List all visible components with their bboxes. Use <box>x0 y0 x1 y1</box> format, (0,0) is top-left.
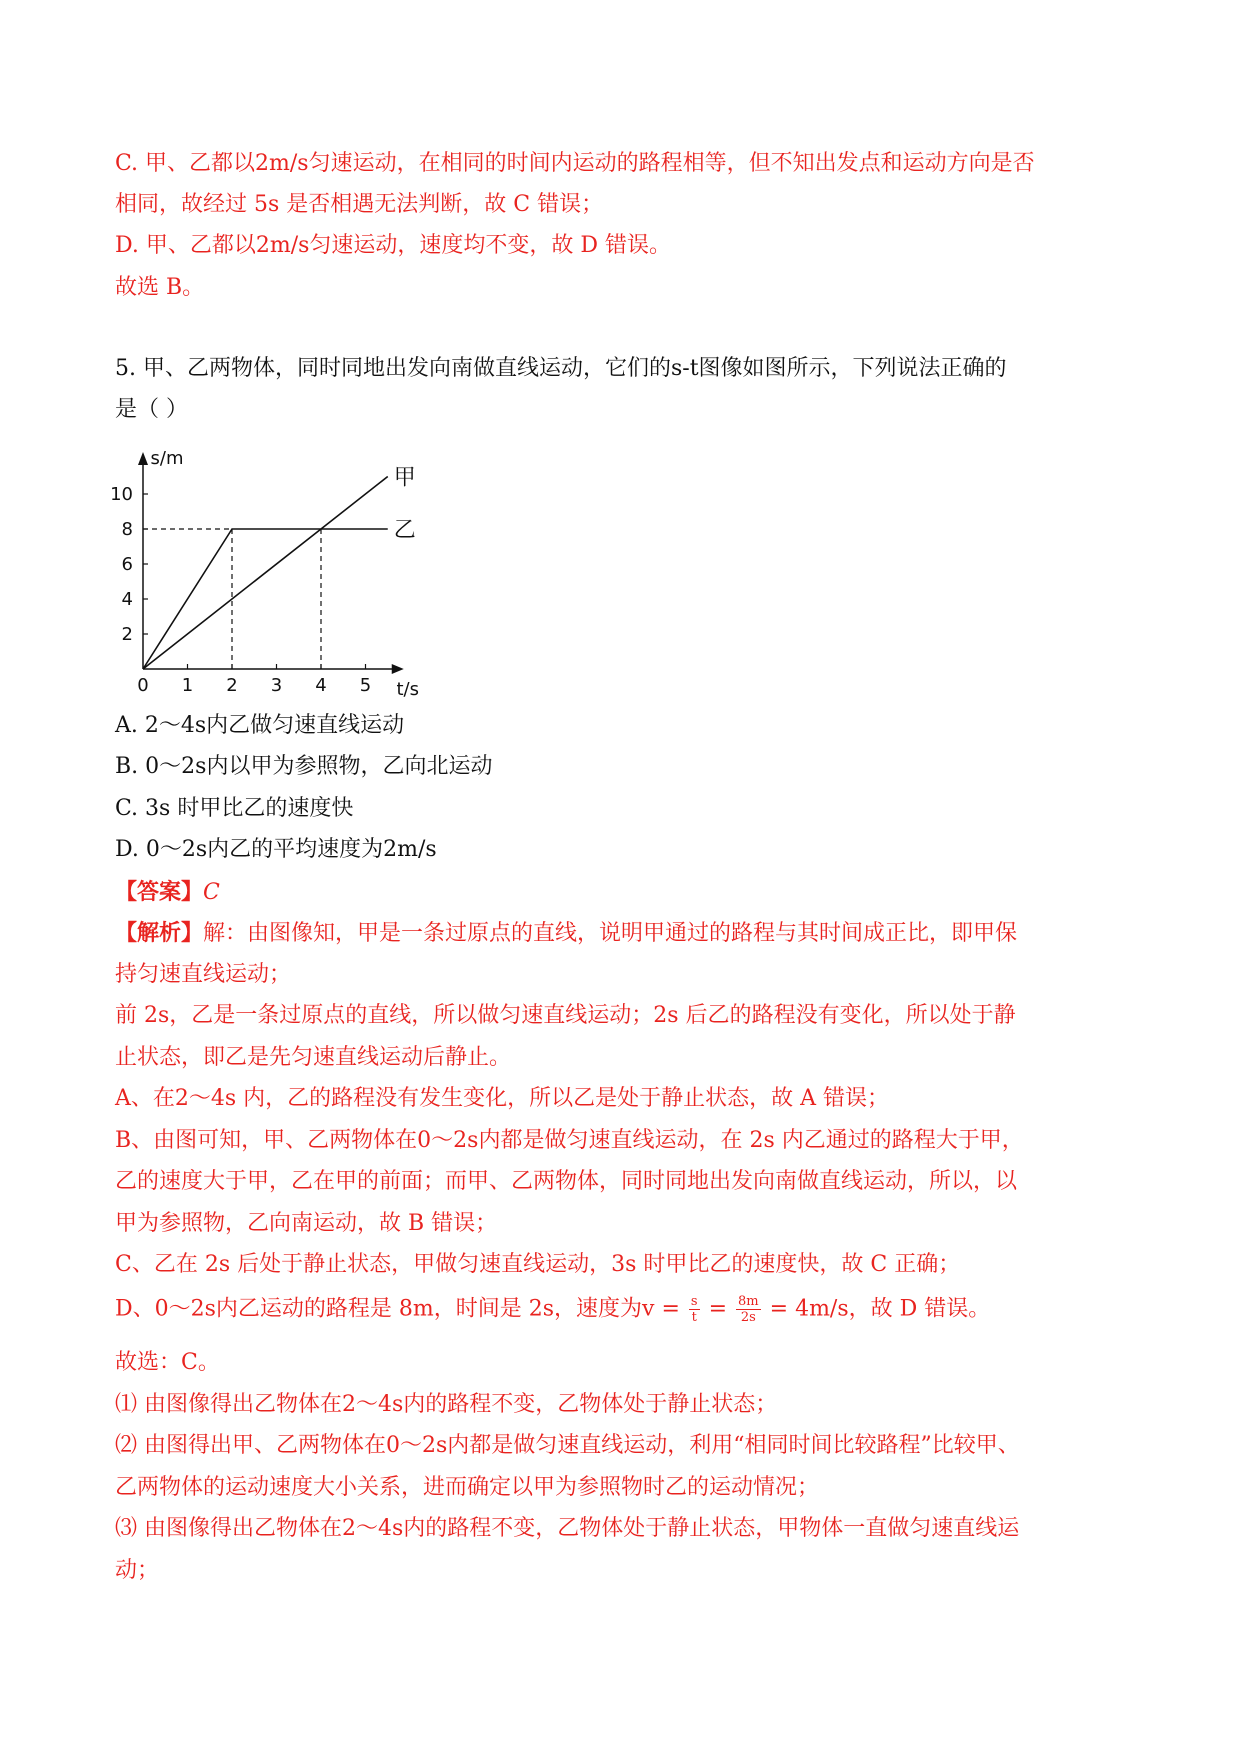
note-3-line2: 动； <box>115 1558 160 1583</box>
answer-value: C <box>203 880 220 905</box>
series-label-jia: 甲 <box>393 465 416 491</box>
question-5-stem-line2: 是（ ） <box>115 397 188 422</box>
analysis-text-1: 解：由图像知，甲是一条过原点的直线，说明甲通过的路程与其时间成正比，即甲保 <box>203 921 1018 946</box>
series-line-jia <box>143 477 388 670</box>
note-2-line2: 乙两物体的运动速度大小关系，进而确定以甲为参照物时乙的运动情况； <box>115 1475 820 1500</box>
x-tick-label: 5 <box>359 675 372 696</box>
y-tick-label: 8 <box>121 519 133 540</box>
c-explanation-line2: 相同，故经过 5s 是否相遇无法判断，故 C 错误； <box>115 192 604 217</box>
y-tick-label: 6 <box>121 554 133 575</box>
answer-label: 【答案】 <box>115 879 204 905</box>
x-tick-label: 2 <box>226 675 238 696</box>
formula-equals: = <box>708 1296 728 1322</box>
analysis-option-b-line2: 乙的速度大于甲，乙在甲的前面；而甲、乙两物体，同时同地出发向南做直线运动，所以，以 <box>115 1169 1018 1194</box>
d-explanation: D. 甲、乙都以2m/s匀速运动，速度均不变，故 D 错误。 <box>115 233 672 258</box>
analysis-option-b-line3: 甲为参照物，乙向南运动，故 B 错误； <box>115 1211 498 1236</box>
previous-answer: 故选 B。 <box>115 275 205 300</box>
x-tick-label: 4 <box>315 675 327 696</box>
option-d: D. 0～2s内乙的平均速度为2m/s <box>115 837 437 862</box>
y-tick-label: 4 <box>121 589 133 610</box>
option-a: A. 2～4s内乙做匀速直线运动 <box>115 713 405 738</box>
option-c: C. 3s 时甲比乙的速度快 <box>115 796 354 821</box>
x-tick-label: 3 <box>270 675 283 696</box>
analysis-line2: 持匀速直线运动； <box>115 962 292 987</box>
analysis-d-result: = 4m/s，故 D 错误。 <box>769 1296 991 1322</box>
x-tick-label: 0 <box>137 675 149 696</box>
analysis-line1 <box>115 919 1017 948</box>
answer-line <box>115 878 220 907</box>
final-answer: 故选：C。 <box>115 1350 220 1375</box>
series-line-yi <box>143 529 388 669</box>
y-tick-label: 10 <box>110 484 133 505</box>
st-graph <box>100 440 430 702</box>
option-b: B. 0～2s内以甲为参照物，乙向北运动 <box>115 754 493 779</box>
note-3-line1: ⑶ 由图像得出乙物体在2～4s内的路程不变，乙物体处于静止状态，甲物体一直做匀速直线运 <box>115 1516 1020 1541</box>
analysis-d-text: D、0～2s内乙运动的路程是 8m，时间是 2s，速度为v = <box>115 1296 680 1322</box>
analysis-option-b-line1: B、由图可知，甲、乙两物体在0～2s内都是做匀速直线运动，在 2s 内乙通过的路程大于甲， <box>115 1128 1024 1153</box>
y-axis-arrow <box>138 452 148 465</box>
note-2-line1: ⑵ 由图得出甲、乙两物体在0～2s内都是做匀速直线运动，利用“相同时间比较路程”比较甲、 <box>115 1433 1020 1458</box>
formula-fraction-s-t: $\frac{s}{t}$ <box>690 1294 698 1325</box>
x-tick-label: 1 <box>181 675 194 696</box>
c-explanation-line1: C. 甲、乙都以2m/s匀速运动，在相同的时间内运动的路程相等，但不知出发点和运动方向是否 <box>115 151 1035 176</box>
y-axis-label: s/m <box>150 448 184 469</box>
analysis-option-a: A、在2～4s 内，乙的路程没有发生变化，所以乙是处于静止状态，故 A 错误； <box>115 1086 890 1111</box>
formula-fraction-values: $\frac{8m}{2s}$ <box>738 1294 759 1325</box>
analysis-line4: 止状态，即乙是先匀速直线运动后静止。 <box>115 1045 512 1070</box>
y-tick-label: 2 <box>121 624 133 645</box>
series-label-yi: 乙 <box>393 518 416 543</box>
analysis-line3: 前 2s，乙是一条过原点的直线，所以做匀速直线运动；2s 后乙的路程没有变化，所以处于静 <box>115 1003 1016 1028</box>
x-axis-arrow <box>392 664 404 674</box>
x-axis-label: t/s <box>396 679 419 700</box>
analysis-label: 【解析】 <box>115 920 204 946</box>
analysis-option-d <box>115 1294 990 1325</box>
note-1: ⑴ 由图像得出乙物体在2～4s内的路程不变，乙物体处于静止状态； <box>115 1392 778 1417</box>
analysis-option-c: C、乙在 2s 后处于静止状态，甲做匀速直线运动，3s 时甲比乙的速度快，故 C 正确； <box>115 1252 961 1277</box>
question-5-stem-line1: 5. 甲、乙两物体，同时同地出发向南做直线运动，它们的s-t图像如图所示，下列说法正确的 <box>115 356 1007 381</box>
